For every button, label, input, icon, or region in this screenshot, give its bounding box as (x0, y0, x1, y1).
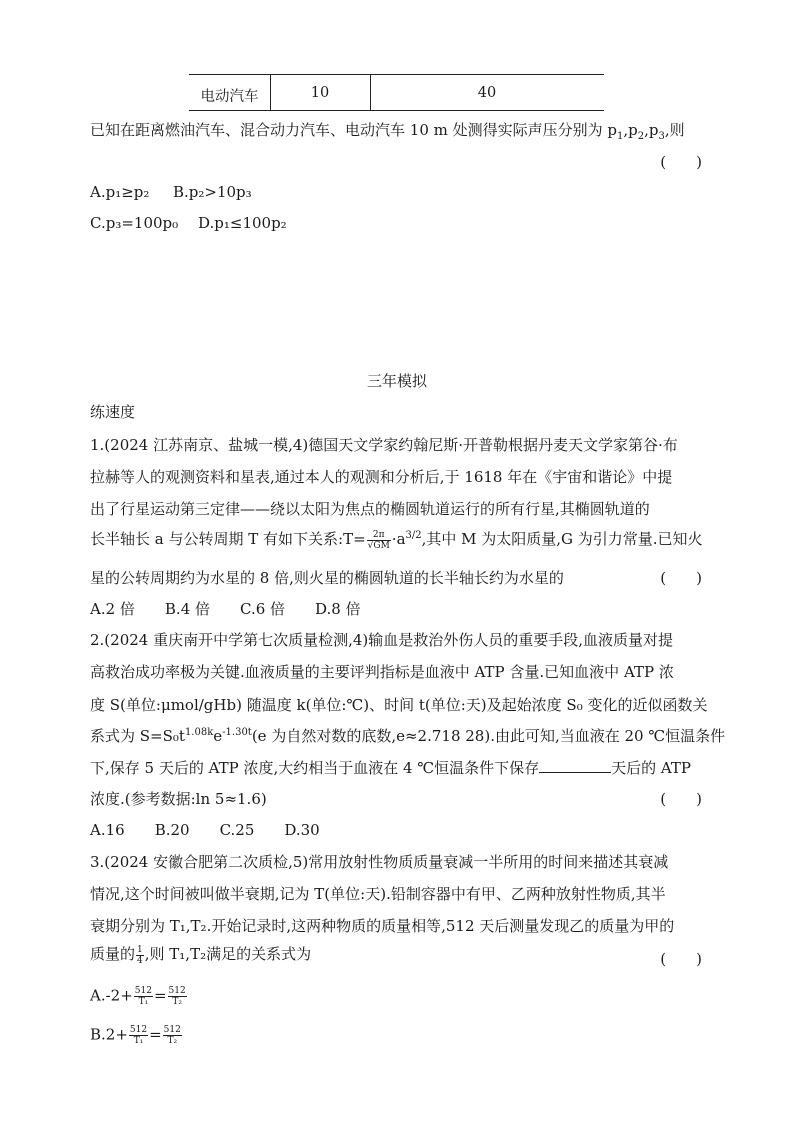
fraction: $\frac{512}{\text{T₁}}$ (134, 986, 152, 1007)
q2-text: 系式为 S=S₀t (90, 727, 185, 745)
fraction: $\frac{512}{\text{T₂}}$ (168, 986, 186, 1007)
option-d: D.p₁≤100p₂ (198, 214, 287, 232)
q1-line: 出了行星运动第三定律——绕以太阳为焦点的椭圆轨道运行的所有行星,其椭圆轨道的 (90, 500, 650, 518)
options-row (90, 183, 252, 201)
q1-text: ,其中 M 为太阳质量,G 为引力常量.已知火 (421, 530, 703, 548)
answer-paren: ( ) (660, 790, 702, 808)
q2-options: A.16 B.20 C.25 D.30 (90, 821, 320, 839)
q1-text: 长半轴长 a 与公转周期 T 有如下关系:T= (90, 530, 366, 548)
q3-line: 情况,这个时间被叫做半衰期,记为 T(单位:天).铅制容器中有甲、乙两种放射性物质,其半 (90, 885, 666, 903)
fraction: $\frac{512}{\text{T₂}}$ (163, 1025, 181, 1046)
option-a-prefix: A.-2+ (90, 986, 133, 1005)
section-title: 三年模拟 (366, 372, 427, 390)
table-row-label: 电动汽车 (200, 89, 259, 105)
answer-paren: ( ) (660, 569, 702, 587)
table-bottom-border (189, 110, 604, 111)
option-a: A.p₁≥p₂ (90, 183, 150, 201)
q2-line-blank (90, 757, 691, 778)
formula-fraction: $\frac{2\pi}{√GM}$ (367, 529, 390, 551)
table-cell: 40 (477, 85, 497, 101)
fraction: $\frac{512}{\text{T₁}}$ (129, 1025, 148, 1046)
q2-line: 2.(2024 重庆南开中学第七次质量检测,4)输血是救治外伤人员的重要手段,血液质量对提 (90, 631, 674, 649)
q3-fraction-line (90, 943, 311, 966)
q1-line: 拉赫等人的观测资料和星表,通过本人的观测和分析后,于 1618 年在《宇宙和谐论》中提 (90, 468, 673, 486)
table-cell: 10 (310, 85, 330, 101)
option-b: B.2+ $\frac{512}{\text{T₁}}$ = $\frac{512}{\text{T₂}}$ (90, 1025, 181, 1046)
subsection-title: 练速度 (90, 403, 136, 421)
q1-line: 1.(2024 江苏南京、盐城一模,4)德国天文学家约翰尼斯·开普勒根据丹麦天文学家第谷·布 (90, 436, 678, 454)
option-a: A.-2+ $\frac{512}{\text{T₁}}$ = $\frac{512}{\text{T₂}}$ (90, 986, 186, 1007)
table-top-border (189, 74, 604, 75)
q2-text: 下,保存 5 天后的 ATP 浓度,大约相当于血液在 4 ℃恒温条件下保存 (90, 759, 540, 777)
question-stem: 已知在距离燃油汽车、混合动力汽车、电动汽车 10 m 处测得实际声压分别为 $p_1,p_2,p_3$,则 (90, 121, 685, 142)
q2-text: (e 为自然对数的底数,e≈2.718 28).由此可知,当血液在 20 ℃恒温条件 (251, 727, 726, 745)
q2-line: 浓度.(参考数据:ln 5≈1.6) (90, 790, 267, 808)
q1-formula-line: 长半轴长 a 与公转周期 T 有如下关系:T= $\frac{2\pi}{√GM}$ $\cdot a^{3/2}$,其中 M 为太阳质量,G 为引力常量.已知火 (90, 529, 703, 551)
q2-text: e (213, 727, 223, 745)
option-b-prefix: B.2+ (90, 1025, 128, 1044)
stem-tail: ,则 (664, 121, 685, 139)
q2-line: 度 S(单位:μmol/gHb) 随温度 k(单位:℃)、时间 t(单位:天)及起始浓度 S₀ 变化的近似函数关 (90, 696, 708, 714)
options-row (90, 214, 287, 232)
one-quarter-fraction: $\frac{1}{4}$ (137, 944, 143, 966)
fill-blank (539, 758, 611, 773)
option-b: B.p₂>10p₃ (173, 183, 252, 201)
stem-text: 已知在距离燃油汽车、混合动力汽车、电动汽车 10 m 处测得实际声压分别为 p (90, 121, 617, 139)
q1-options: A.2 倍 B.4 倍 C.6 倍 D.8 倍 (90, 600, 361, 618)
answer-paren: ( ) (660, 153, 702, 171)
q3-line: 3.(2024 安徽合肥第二次质检,5)常用放射性物质质量衰减一半所用的时间来描述其衰减 (90, 853, 669, 871)
q3-text: ,则 T₁,T₂满足的关系式为 (144, 945, 312, 963)
option-c: C.p₃=100p₀ (90, 214, 179, 232)
q3-line: 衰期分别为 T₁,T₂.开始记录时,这两种物质的质量相等,512 天后测量发现乙的质量为甲的 (90, 917, 675, 935)
q2-formula-line: 系式为 $S=S_0t^{1.08k}e^{-1.30t}(e$ 为自然对数的底数,e≈2.718 28).由此可知,当血液在 20 ℃恒温条件 (90, 727, 726, 745)
q3-text: 质量的 (90, 945, 136, 963)
q2-line: 高救治成功率极为关键.血液质量的主要评判指标是血液中 ATP 含量.已知血液中 ATP 浓 (90, 663, 674, 681)
q1-line: 星的公转周期约为水星的 8 倍,则火星的椭圆轨道的长半轴长约为水星的 (90, 569, 564, 587)
answer-paren: ( ) (660, 950, 702, 968)
q2-text: 天后的 ATP (611, 759, 692, 777)
